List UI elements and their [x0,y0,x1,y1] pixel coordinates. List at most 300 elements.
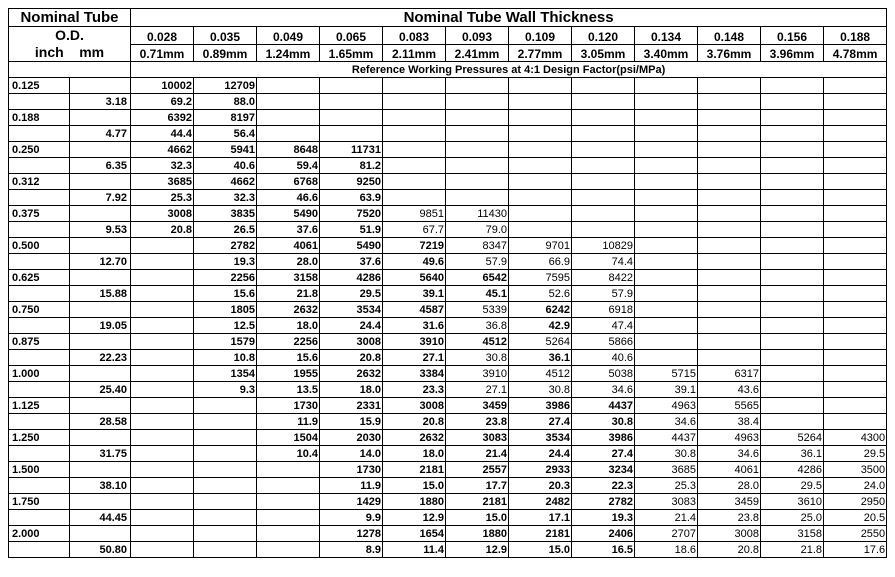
pressure-cell [509,174,572,190]
table-row-psi [9,366,887,382]
pressure-cell: 69.2 [131,94,194,110]
pressure-cell [572,206,635,222]
pressure-cell: 52.6 [509,286,572,302]
pressure-cell: 1730 [320,462,383,478]
pressure-cell: 10002 [131,78,194,94]
pressure-cell [698,174,761,190]
pressure-cell [572,126,635,142]
pressure-cell: 4512 [509,366,572,382]
pressure-cell: 31.6 [383,318,446,334]
pressure-cell [257,478,320,494]
pressure-cell [761,126,824,142]
pressure-cell [131,382,194,398]
title-row [9,9,887,27]
od-inch-cell [9,414,70,430]
pressure-cell [824,302,887,318]
pressure-cell: 10.8 [194,350,257,366]
od-inch-cell: 0.625 [9,270,70,286]
pressure-cell: 32.3 [131,158,194,174]
od-mm-cell: 3.18 [70,94,131,110]
pressure-cell [824,78,887,94]
pressure-cell [698,142,761,158]
pressure-cell: 5941 [194,142,257,158]
pressure-cell [761,254,824,270]
pressure-cell: 5640 [383,270,446,286]
table-row-psi [9,142,887,158]
table-row-mpa [9,478,887,494]
pressure-cell [194,398,257,414]
pressure-cell: 47.4 [572,318,635,334]
pressure-cell: 3158 [257,270,320,286]
pressure-cell: 19.3 [194,254,257,270]
pressure-cell: 3685 [635,462,698,478]
od-mm-cell: 28.58 [70,414,131,430]
pressure-cell [698,206,761,222]
pressure-cell [383,158,446,174]
wall-mm-header: 1.24mm [257,44,320,62]
od-inch-cell [9,478,70,494]
pressure-cell [635,302,698,318]
pressure-cell: 12.9 [383,510,446,526]
pressure-cell [383,174,446,190]
table-row-mpa [9,382,887,398]
od-inch-cell: 0.500 [9,238,70,254]
pressure-cell: 34.6 [572,382,635,398]
pressure-cell: 34.6 [635,414,698,430]
pressure-cell: 4963 [698,430,761,446]
pressure-cell: 36.8 [446,318,509,334]
pressure-cell [761,94,824,110]
wall-inch-header: 0.065 [320,27,383,45]
pressure-cell [194,430,257,446]
pressure-rating-table [8,8,887,558]
pressure-cell: 1880 [383,494,446,510]
pressure-cell [635,174,698,190]
pressure-cell [635,94,698,110]
pressure-cell [761,334,824,350]
pressure-cell: 30.8 [446,350,509,366]
od-mm-cell [70,398,131,414]
pressure-cell [131,414,194,430]
pressure-cell: 1354 [194,366,257,382]
pressure-cell: 5866 [572,334,635,350]
pressure-cell: 25.3 [131,190,194,206]
pressure-cell: 21.4 [635,510,698,526]
wall-mm-header: 2.41mm [446,44,509,62]
pressure-cell [635,190,698,206]
pressure-cell: 25.0 [761,510,824,526]
pressure-cell: 9250 [320,174,383,190]
pressure-cell: 57.9 [446,254,509,270]
pressure-cell [761,174,824,190]
od-mm-cell [70,494,131,510]
wall-mm-row [9,44,887,62]
pressure-cell: 20.5 [824,510,887,526]
pressure-cell: 1278 [320,526,383,542]
pressure-cell: 17.7 [446,478,509,494]
pressure-cell: 14.0 [320,446,383,462]
pressure-cell [635,334,698,350]
pressure-cell: 30.8 [509,382,572,398]
pressure-cell: 10829 [572,238,635,254]
pressure-cell: 1955 [257,366,320,382]
od-mm-cell: 19.05 [70,318,131,334]
pressure-cell [635,270,698,286]
table-row-psi [9,238,887,254]
od-inch-cell [9,510,70,526]
od-inch-cell [9,542,70,558]
pressure-cell: 30.8 [635,446,698,462]
wall-mm-header: 3.05mm [572,44,635,62]
wall-mm-header: 4.78mm [824,44,887,62]
pressure-cell: 2406 [572,526,635,542]
pressure-cell [824,94,887,110]
pressure-cell: 9851 [383,206,446,222]
od-inch-cell [9,222,70,238]
pressure-cell: 6317 [698,366,761,382]
pressure-cell: 20.8 [131,222,194,238]
pressure-cell: 40.6 [194,158,257,174]
od-mm-cell [70,270,131,286]
pressure-cell [824,382,887,398]
od-inch-cell: 0.312 [9,174,70,190]
pressure-cell: 5038 [572,366,635,382]
pressure-cell [761,366,824,382]
pressure-cell [257,94,320,110]
pressure-cell [383,110,446,126]
pressure-cell [635,110,698,126]
pressure-cell [761,110,824,126]
pressure-cell: 11430 [446,206,509,222]
pressure-cell: 1579 [194,334,257,350]
pressure-cell: 11.4 [383,542,446,558]
od-mm-cell [70,78,131,94]
pressure-cell [509,222,572,238]
pressure-cell [635,142,698,158]
od-inch-cell [9,254,70,270]
pressure-cell: 7219 [383,238,446,254]
pressure-cell [698,126,761,142]
pressure-cell [446,126,509,142]
pressure-cell: 67.7 [383,222,446,238]
pressure-cell: 4963 [635,398,698,414]
pressure-cell [131,494,194,510]
table-row-mpa [9,94,887,110]
pressure-cell: 6242 [509,302,572,318]
pressure-cell [320,110,383,126]
pressure-cell: 15.9 [320,414,383,430]
table-row-psi [9,302,887,318]
pressure-cell [383,78,446,94]
pressure-cell [572,174,635,190]
pressure-cell [761,158,824,174]
pressure-cell [761,382,824,398]
pressure-cell [698,254,761,270]
od-mm-cell: 6.35 [70,158,131,174]
pressure-cell: 34.6 [698,446,761,462]
pressure-cell: 3083 [446,430,509,446]
pressure-cell [824,254,887,270]
pressure-cell: 21.8 [257,286,320,302]
pressure-cell: 3008 [131,206,194,222]
reference-row [9,62,887,78]
od-mm-cell [70,174,131,190]
wall-inch-header: 0.049 [257,27,320,45]
pressure-cell: 6768 [257,174,320,190]
pressure-cell: 27.4 [509,414,572,430]
pressure-cell [194,446,257,462]
pressure-cell: 45.1 [446,286,509,302]
pressure-cell: 4061 [698,462,761,478]
pressure-cell: 51.9 [320,222,383,238]
table-row-psi [9,174,887,190]
table-row-mpa [9,542,887,558]
od-mm-cell: 12.70 [70,254,131,270]
pressure-cell [257,126,320,142]
pressure-cell [131,430,194,446]
od-mm-cell [70,206,131,222]
od-mm-cell: 38.10 [70,478,131,494]
pressure-cell: 39.1 [383,286,446,302]
pressure-cell: 3986 [572,430,635,446]
pressure-cell: 42.9 [509,318,572,334]
table-row-mpa [9,190,887,206]
pressure-cell: 22.3 [572,478,635,494]
pressure-cell: 3384 [383,366,446,382]
pressure-cell [824,350,887,366]
od-inch-cell: 1.125 [9,398,70,414]
pressure-cell [761,206,824,222]
pressure-cell [131,478,194,494]
pressure-cell: 4437 [635,430,698,446]
pressure-cell: 36.1 [509,350,572,366]
pressure-cell: 11731 [320,142,383,158]
pressure-cell [572,158,635,174]
wall-inch-header: 0.156 [761,27,824,45]
table-row-psi [9,78,887,94]
pressure-cell: 29.5 [824,446,887,462]
pressure-cell [824,222,887,238]
pressure-cell: 18.0 [383,446,446,462]
pressure-cell: 17.1 [509,510,572,526]
pressure-cell [131,446,194,462]
pressure-cell: 2933 [509,462,572,478]
pressure-cell: 3459 [446,398,509,414]
pressure-cell [761,190,824,206]
pressure-cell [824,126,887,142]
pressure-cell: 15.6 [257,350,320,366]
pressure-cell: 4662 [194,174,257,190]
od-mm-cell [70,142,131,158]
pressure-cell [509,78,572,94]
pressure-cell: 5264 [761,430,824,446]
pressure-cell [257,78,320,94]
pressure-cell [824,238,887,254]
pressure-cell: 27.4 [572,446,635,462]
pressure-cell: 36.1 [761,446,824,462]
pressure-cell [572,222,635,238]
od-mm-cell: 15.88 [70,286,131,302]
pressure-cell: 15.0 [446,510,509,526]
pressure-cell [761,398,824,414]
wall-mm-header: 0.89mm [194,44,257,62]
pressure-cell: 18.0 [257,318,320,334]
pressure-cell [383,94,446,110]
table-row-psi [9,494,887,510]
pressure-cell [131,510,194,526]
pressure-cell [257,510,320,526]
wall-mm-header: 0.71mm [131,44,194,62]
pressure-cell: 39.1 [635,382,698,398]
pressure-cell [131,462,194,478]
pressure-cell: 4300 [824,430,887,446]
pressure-cell [446,78,509,94]
pressure-cell [635,286,698,302]
pressure-cell: 32.3 [194,190,257,206]
pressure-cell [131,238,194,254]
pressure-cell: 88.0 [194,94,257,110]
pressure-cell: 3910 [446,366,509,382]
table-row-psi [9,206,887,222]
table-row-mpa [9,350,887,366]
wall-inch-header: 0.083 [383,27,446,45]
table-row-psi [9,334,887,350]
table-row-mpa [9,318,887,334]
pressure-cell: 81.2 [320,158,383,174]
od-mm-cell: 9.53 [70,222,131,238]
pressure-cell: 2181 [509,526,572,542]
pressure-cell [257,526,320,542]
od-units: inch mm [34,44,105,60]
pressure-cell [635,254,698,270]
od-inch-cell [9,286,70,302]
pressure-cell: 15.6 [194,286,257,302]
pressure-cell: 12.9 [446,542,509,558]
pressure-cell [131,526,194,542]
pressure-cell [761,286,824,302]
pressure-cell: 23.3 [383,382,446,398]
pressure-cell: 27.1 [383,350,446,366]
pressure-cell: 4286 [320,270,383,286]
pressure-cell: 20.8 [383,414,446,430]
pressure-cell: 20.8 [698,542,761,558]
pressure-cell [635,126,698,142]
pressure-cell [635,78,698,94]
pressure-cell [194,462,257,478]
pressure-cell: 21.8 [761,542,824,558]
pressure-cell [761,78,824,94]
pressure-cell: 26.5 [194,222,257,238]
table-row-psi [9,430,887,446]
pressure-cell: 2256 [194,270,257,286]
pressure-cell: 57.9 [572,286,635,302]
od-mm-cell [70,526,131,542]
pressure-cell: 3835 [194,206,257,222]
pressure-cell [698,190,761,206]
pressure-cell [824,334,887,350]
od-mm-cell: 50.80 [70,542,131,558]
pressure-cell: 1880 [446,526,509,542]
pressure-cell: 2331 [320,398,383,414]
pressure-cell: 4662 [131,142,194,158]
od-units-cell [9,27,131,62]
pressure-cell [131,398,194,414]
pressure-cell: 3534 [509,430,572,446]
pressure-cell [131,350,194,366]
pressure-cell [194,542,257,558]
od-inch-cell: 1.750 [9,494,70,510]
od-title-2: O.D. [55,27,84,43]
pressure-cell [194,494,257,510]
pressure-cell: 12709 [194,78,257,94]
od-mm-cell [70,430,131,446]
wall-mm-header: 1.65mm [320,44,383,62]
wall-inch-header: 0.028 [131,27,194,45]
pressure-cell [383,126,446,142]
pressure-cell: 59.4 [257,158,320,174]
od-mm-cell [70,462,131,478]
pressure-cell: 24.4 [509,446,572,462]
od-mm-cell [70,366,131,382]
pressure-cell [635,238,698,254]
pressure-cell [320,78,383,94]
pressure-cell: 4061 [257,238,320,254]
pressure-cell: 56.4 [194,126,257,142]
table-row-mpa [9,158,887,174]
wall-inch-row [9,27,887,45]
pressure-cell: 3500 [824,462,887,478]
od-mm-cell [70,110,131,126]
od-inch-cell: 0.375 [9,206,70,222]
pressure-cell [572,110,635,126]
pressure-cell [761,302,824,318]
pressure-cell [572,142,635,158]
od-mm-cell: 4.77 [70,126,131,142]
wall-mm-header: 3.76mm [698,44,761,62]
pressure-cell: 3610 [761,494,824,510]
pressure-cell [824,174,887,190]
pressure-cell: 63.9 [320,190,383,206]
pressure-cell [635,206,698,222]
pressure-cell: 3008 [320,334,383,350]
pressure-cell: 1654 [383,526,446,542]
pressure-cell: 2030 [320,430,383,446]
od-inch-cell: 1.250 [9,430,70,446]
pressure-cell [824,414,887,430]
pressure-cell [698,318,761,334]
pressure-cell [509,158,572,174]
pressure-cell [131,318,194,334]
od-mm-cell: 44.45 [70,510,131,526]
od-inch-cell [9,350,70,366]
pressure-cell: 74.4 [572,254,635,270]
pressure-cell: 2782 [572,494,635,510]
pressure-cell: 5339 [446,302,509,318]
od-inch-cell: 0.125 [9,78,70,94]
pressure-cell: 4286 [761,462,824,478]
pressure-cell [824,366,887,382]
table-body [9,78,887,558]
pressure-cell: 8197 [194,110,257,126]
pressure-cell [824,286,887,302]
pressure-cell: 2782 [194,238,257,254]
pressure-cell: 3685 [131,174,194,190]
wall-thickness-title: Nominal Tube Wall Thickness [131,9,887,27]
pressure-cell [509,94,572,110]
pressure-cell [257,494,320,510]
pressure-cell: 9.3 [194,382,257,398]
wall-mm-header: 3.96mm [761,44,824,62]
